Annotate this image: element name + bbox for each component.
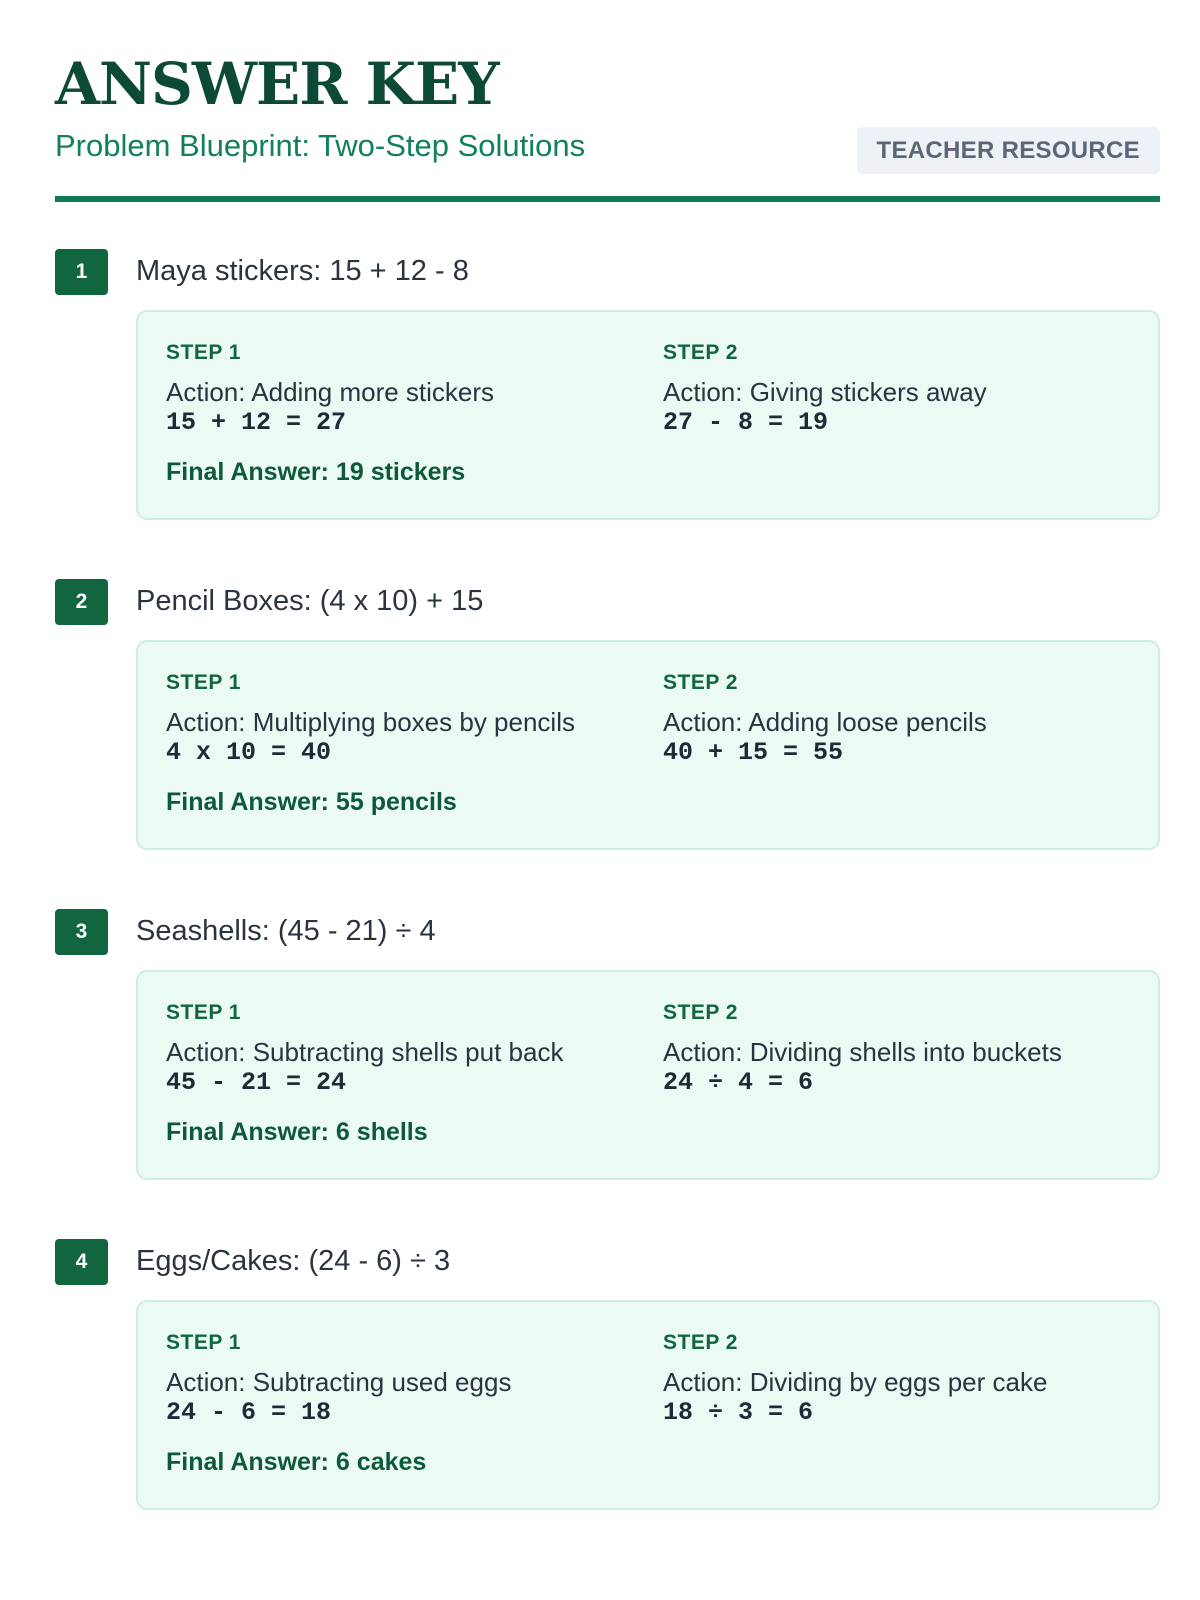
problem-number-badge: 2: [55, 579, 108, 625]
final-answer: Final Answer: 6 cakes: [166, 1448, 427, 1476]
problem-number-badge: 4: [55, 1239, 108, 1285]
step-equation: 45 - 21 = 24: [166, 1068, 347, 1097]
step-action: Action: Multiplying boxes by pencils: [166, 707, 575, 737]
step-equation: 27 - 8 = 19: [663, 408, 829, 437]
teacher-resource-badge: TEACHER RESOURCE: [857, 127, 1161, 174]
step-label: STEP 2: [663, 671, 738, 694]
step-equation: 24 ÷ 4 = 6: [663, 1068, 814, 1097]
step-action: Action: Subtracting shells put back: [166, 1037, 564, 1067]
step-label: STEP 1: [166, 671, 241, 694]
problem-title: Maya stickers: 15 + 12 - 8: [136, 255, 469, 287]
problem-title: Eggs/Cakes: (24 - 6) ÷ 3: [136, 1245, 451, 1277]
header-divider: [55, 196, 1160, 202]
page-header: [55, 0, 1160, 202]
solution-card: [136, 310, 1160, 520]
step-label: STEP 1: [166, 341, 241, 364]
final-answer: Final Answer: 6 shells: [166, 1118, 428, 1146]
step-action: Action: Dividing shells into buckets: [663, 1037, 1062, 1067]
problem-3: [55, 909, 1160, 1181]
step-label: STEP 2: [663, 341, 738, 364]
step-action: Action: Adding more stickers: [166, 377, 495, 407]
step-label: STEP 2: [663, 1331, 738, 1354]
step-equation: 4 x 10 = 40: [166, 738, 332, 767]
step-equation: 24 - 6 = 18: [166, 1398, 332, 1427]
problem-number-badge: 3: [55, 909, 108, 955]
final-answer: Final Answer: 55 pencils: [166, 788, 457, 816]
step-action: Action: Giving stickers away: [663, 377, 987, 407]
page-title: ANSWER KEY: [55, 50, 499, 118]
solution-card: [136, 640, 1160, 850]
problem-1: [55, 249, 1160, 521]
step-action: Action: Dividing by eggs per cake: [663, 1367, 1048, 1397]
step-1: [166, 670, 575, 768]
step-label: STEP 1: [166, 1001, 241, 1024]
step-label: STEP 1: [166, 1331, 241, 1354]
answer-key-page: [55, 0, 1160, 1476]
problem-4: [55, 1239, 1160, 1511]
step-equation: 15 + 12 = 27: [166, 408, 347, 437]
problem-title: Pencil Boxes: (4 x 10) + 15: [136, 585, 484, 617]
problem-number-badge: 1: [55, 249, 108, 295]
problem-title: Seashells: (45 - 21) ÷ 4: [136, 915, 436, 947]
step-2: [663, 1000, 1062, 1098]
step-action: Action: Adding loose pencils: [663, 707, 987, 737]
step-2: [663, 340, 987, 438]
step-2: [663, 1330, 1047, 1428]
step-action: Action: Subtracting used eggs: [166, 1367, 512, 1397]
step-equation: 40 + 15 = 55: [663, 738, 844, 767]
step-1: [166, 340, 494, 438]
problem-2: [55, 579, 1160, 851]
step-label: STEP 2: [663, 1001, 738, 1024]
step-equation: 18 ÷ 3 = 6: [663, 1398, 814, 1427]
solution-card: [136, 1300, 1160, 1510]
step-2: [663, 670, 987, 768]
step-1: [166, 1330, 511, 1428]
solution-card: [136, 970, 1160, 1180]
page-subtitle: Problem Blueprint: Two-Step Solutions: [55, 128, 586, 163]
final-answer: Final Answer: 19 stickers: [166, 458, 466, 486]
step-1: [166, 1000, 563, 1098]
